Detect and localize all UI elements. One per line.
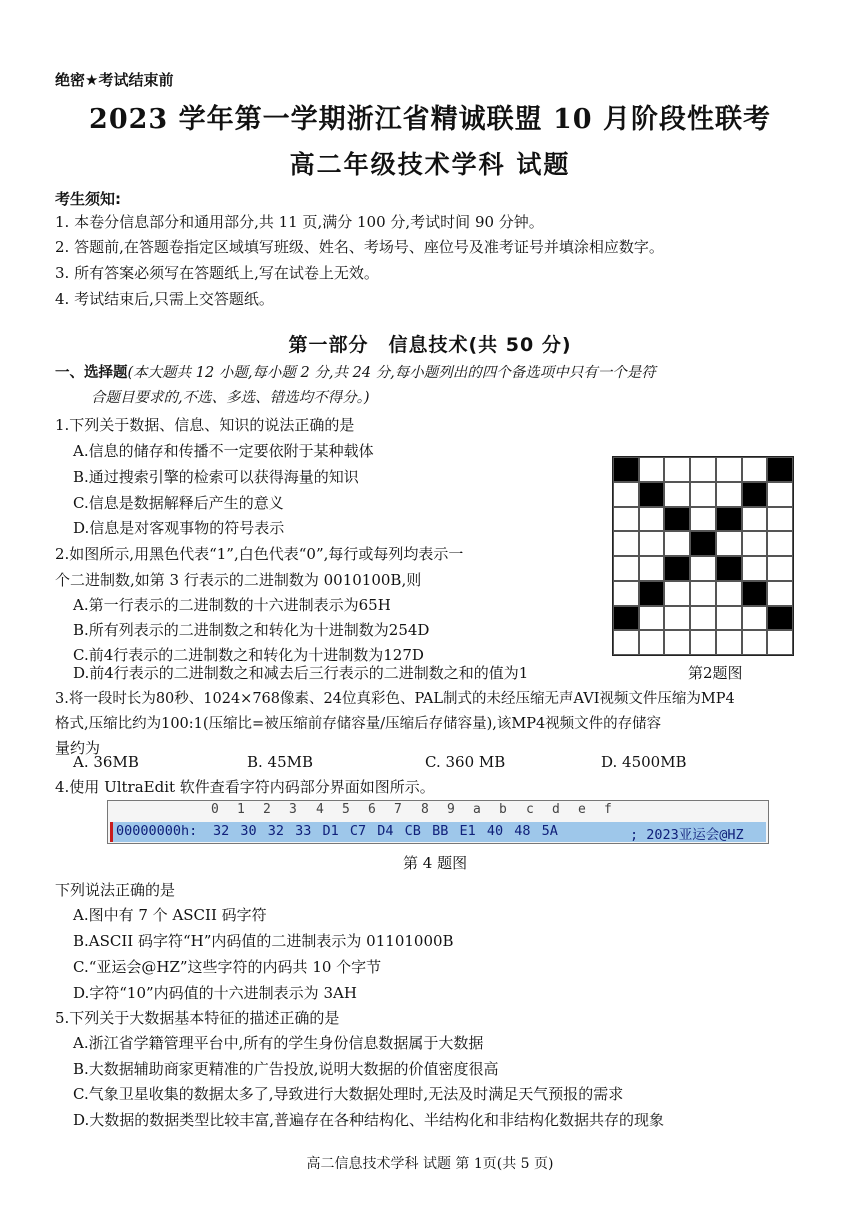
q2-option-d: D.前4行表示的二进制数之和减去后三行表示的二进制数之和的值为1 [73, 664, 529, 682]
question-4-stem: 4.使用 UltraEdit 软件查看字符内码部分界面如图所示。 [55, 778, 435, 796]
grid-cell [690, 507, 716, 532]
hex-ruler-label: f [604, 802, 612, 817]
grid-cell [716, 507, 742, 532]
question-3-stem: 3.将一段时长为80秒、1024×768像素、24位真彩色、PAL制式的未经压缩无声AVI视频文件压缩为MP4 [55, 691, 735, 707]
notice-item: 1. 本卷分信息部分和通用部分,共 11 页,满分 100 分,考试时间 90 分钟。 [55, 213, 544, 231]
question-5-stem: 5.下列关于大数据基本特征的描述正确的是 [55, 1009, 340, 1027]
hex-ruler-label: b [499, 802, 507, 817]
grid-cell [664, 630, 690, 655]
grid-cell [613, 556, 639, 581]
q1-option-c: C.信息是数据解释后产生的意义 [73, 494, 284, 512]
grid-cell [690, 606, 716, 631]
grid-cell [690, 482, 716, 507]
grid-cell [716, 556, 742, 581]
hex-column-ruler [108, 801, 768, 821]
hex-ruler-label: 5 [342, 802, 350, 817]
q1-option-a: A.信息的储存和传播不一定要依附于某种载体 [73, 442, 374, 460]
part-title: 第一部分 信息技术(共 50 分) [288, 334, 572, 356]
grid-cell [613, 531, 639, 556]
notice-item: 3. 所有答案必须写在答题纸上,写在试卷上无效。 [55, 264, 379, 282]
grid-cell [639, 581, 665, 606]
grid-cell [639, 531, 665, 556]
q2-option-c: C.前4行表示的二进制数之和转化为十进制数为127D [73, 646, 424, 664]
q4-option-b: B.ASCII 码字符“H”内码值的二进制表示为 01101000B [73, 932, 454, 950]
figure-2-caption: 第2题图 [688, 664, 743, 682]
notice-heading: 考生须知: [55, 190, 121, 208]
notice-item: 2. 答题前,在答题卷指定区域填写班级、姓名、考场号、座位号及准考证号并填涂相应数字。 [55, 238, 664, 256]
grid-cell [742, 457, 768, 482]
binary-grid-figure [612, 456, 794, 656]
grid-cell [639, 457, 665, 482]
q3-option-b: B. 45MB [247, 753, 314, 771]
page-footer: 高二信息技术学科 试题 第 1页(共 5 页) [306, 1156, 554, 1172]
grid-cell [716, 606, 742, 631]
grid-cell [664, 556, 690, 581]
grid-cell [613, 507, 639, 532]
grid-cell [767, 531, 793, 556]
grid-cell [690, 531, 716, 556]
grid-cell [639, 507, 665, 532]
grid-cell [613, 482, 639, 507]
hex-ruler-label: 3 [289, 802, 297, 817]
q4-option-d: D.字符“10”内码值的十六进制表示为 3AH [73, 984, 357, 1002]
section-note-continued: 合题目要求的,不选、多选、错选均不得分。) [91, 390, 370, 406]
hex-ruler-label: 0 [211, 802, 219, 817]
grid-cell [767, 457, 793, 482]
q5-option-b: B.大数据辅助商家更精准的广告投放,说明大数据的价值密度很高 [73, 1060, 499, 1078]
grid-cell [639, 556, 665, 581]
grid-cell [767, 507, 793, 532]
section-note: (本大题共 12 小题,每小题 2 分,共 24 分,每小题列出的四个备选项中只有一个是符 [127, 365, 656, 381]
hex-ruler-label: 7 [394, 802, 402, 817]
grid-cell [767, 630, 793, 655]
hex-ruler-label: 9 [447, 802, 455, 817]
hex-ruler-label: d [552, 802, 560, 817]
q4-option-a: A.图中有 7 个 ASCII 码字符 [73, 906, 267, 924]
grid-cell [716, 482, 742, 507]
grid-cell [742, 507, 768, 532]
hex-ruler-label: 6 [368, 802, 376, 817]
q1-option-b: B.通过搜索引擎的检索可以获得海量的知识 [73, 468, 359, 486]
question-1-stem: 1.下列关于数据、信息、知识的说法正确的是 [55, 416, 355, 434]
q2-option-b: B.所有列表示的二进制数之和转化为十进制数为254D [73, 621, 430, 639]
grid-cell [716, 457, 742, 482]
q5-option-a: A.浙江省学籍管理平台中,所有的学生身份信息数据属于大数据 [73, 1034, 484, 1052]
grid-cell [767, 581, 793, 606]
grid-cell [613, 581, 639, 606]
exam-subtitle: 高二年级技术学科 试题 [289, 150, 571, 179]
q5-option-c: C.气象卫星收集的数据太多了,导致进行大数据处理时,无法及时满足天气预报的需求 [73, 1085, 624, 1103]
grid-cell [639, 482, 665, 507]
q4-option-c: C.“亚运会@HZ”这些字符的内码共 10 个字节 [73, 958, 382, 976]
q5-option-d: D.大数据的数据类型比较丰富,普遍存在各种结构化、半结构化和非结构化数据共存的现象 [73, 1111, 665, 1129]
hex-ruler-label: e [578, 802, 586, 817]
grid-cell [690, 556, 716, 581]
grid-cell [716, 531, 742, 556]
q3-option-a: A. 36MB [73, 753, 139, 771]
hex-ruler-label: 2 [263, 802, 271, 817]
grid-cell [664, 507, 690, 532]
question-2-stem: 2.如图所示,用黑色代表“1”,白色代表“0”,每行或每列均表示一 [55, 545, 464, 563]
q1-option-d: D.信息是对客观事物的符号表示 [73, 519, 285, 537]
section-label: 一、选择题 [55, 365, 128, 381]
grid-cell [742, 606, 768, 631]
question-2-stem-continued: 个二进制数,如第 3 行表示的二进制数为 0010100B,则 [55, 571, 422, 589]
hex-ruler-label: 8 [421, 802, 429, 817]
grid-cell [664, 606, 690, 631]
hex-data-row [110, 822, 766, 842]
q3-option-c: C. 360 MB [425, 753, 506, 771]
hex-address: 00000000h: [116, 823, 198, 839]
hex-ruler-label: c [526, 802, 534, 817]
grid-cell [767, 606, 793, 631]
grid-cell [742, 482, 768, 507]
grid-cell [613, 457, 639, 482]
grid-cell [613, 630, 639, 655]
grid-cell [639, 606, 665, 631]
ultraedit-hex-view [107, 800, 769, 844]
grid-cell [664, 482, 690, 507]
q3-option-d: D. 4500MB [601, 753, 687, 771]
question-3-stem-end: 量约为 [55, 739, 101, 757]
grid-cell [613, 606, 639, 631]
section-heading [55, 361, 656, 382]
grid-cell [742, 531, 768, 556]
grid-cell [742, 581, 768, 606]
grid-cell [716, 581, 742, 606]
grid-cell [690, 630, 716, 655]
question-4-prompt: 下列说法正确的是 [55, 881, 176, 899]
hex-text-column: ; 2023亚运会@HZ [630, 827, 744, 843]
grid-cell [639, 630, 665, 655]
confidential-label: 绝密★考试结束前 [55, 71, 174, 89]
exam-title: 2023 学年第一学期浙江省精诚联盟 10 月阶段性联考 [89, 104, 771, 135]
hex-ruler-label: 1 [237, 802, 245, 817]
question-3-stem-continued: 格式,压缩比约为100:1(压缩比=被压缩前存储容量/压缩后存储容量),该MP4视频文件的存储容 [55, 716, 662, 732]
grid-cell [664, 581, 690, 606]
grid-cell [664, 457, 690, 482]
grid-cell [767, 482, 793, 507]
grid-cell [716, 630, 742, 655]
hex-ruler-label: 4 [316, 802, 324, 817]
grid-cell [767, 556, 793, 581]
grid-cell [690, 457, 716, 482]
grid-cell [742, 556, 768, 581]
q2-option-a: A.第一行表示的二进制数的十六进制表示为65H [73, 596, 391, 614]
grid-cell [690, 581, 716, 606]
grid-cell [742, 630, 768, 655]
notice-item: 4. 考试结束后,只需上交答题纸。 [55, 290, 274, 308]
grid-cell [664, 531, 690, 556]
figure-4-caption: 第 4 题图 [403, 854, 468, 872]
hex-ruler-label: a [473, 802, 481, 817]
hex-bytes: 32 30 32 33 D1 C7 D4 CB BB E1 40 48 5A [213, 823, 558, 839]
